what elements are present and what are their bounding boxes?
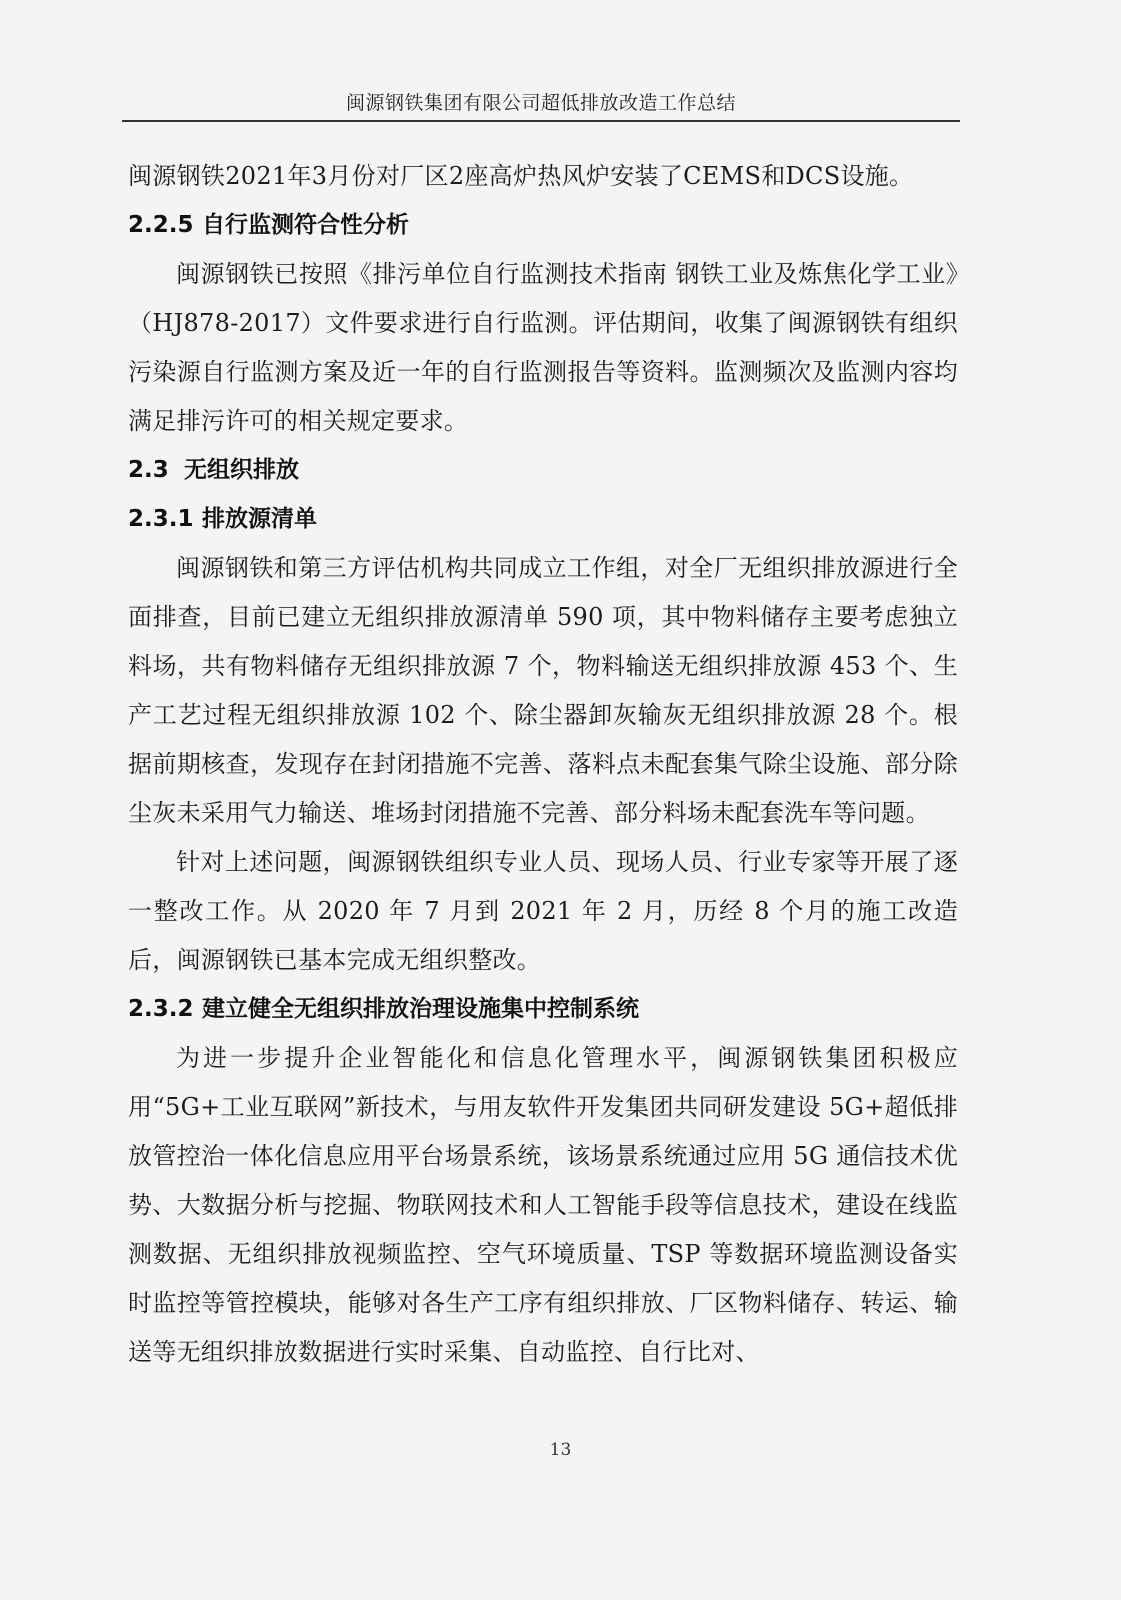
paragraph-rectification: 针对上述问题，闽源钢铁组织专业人员、现场人员、行业专家等开展了逐一整改工作。从 2020 年 7 月到 2021 年 2 月，历经 8 个月的施工改造后，闽源钢铁已基本完成无组织整改。 bbox=[128, 848, 958, 974]
section-heading-2-3-1 bbox=[128, 495, 958, 544]
section-title: 无组织排放 bbox=[184, 457, 299, 483]
section-heading-2-3-2 bbox=[128, 985, 958, 1034]
page-header-title: 闽源钢铁集团有限公司超低排放改造工作总结 bbox=[345, 92, 736, 114]
paragraph-emission-source-list: 闽源钢铁和第三方评估机构共同成立工作组，对全厂无组织排放源进行全面排查，目前已建立无组织排放源清单 590 项，其中物料储存主要考虑独立料场，共有物料储存无组织排放源 7 个，物料输送无组织排放源 453 个、生产工艺过程无组织排放源 102 个、除尘器卸灰输灰无组织排放源 28 个。根据前期核查，发现存在封闭措施不完善、落料点未配套集气除尘设施、部分除尘灰未采用气力输送、堆场封闭措施不完善、部分料场未配套洗车等问题。 bbox=[128, 554, 958, 827]
section-title: 自行监测符合性分析 bbox=[202, 212, 409, 238]
paragraph-self-monitoring: 闽源钢铁已按照《排污单位自行监测技术指南 钢铁工业及炼焦化学工业》（HJ878-2017）文件要求进行自行监测。评估期间，收集了闽源钢铁有组织污染源自行监测方案及近一年的自行监测报告等资料。监测频次及监测内容均满足排污许可的相关规定要求。 bbox=[128, 260, 958, 435]
section-heading-2-2-5 bbox=[128, 201, 958, 250]
page-number: 13 bbox=[549, 1440, 572, 1460]
section-number: 2.2.5 bbox=[128, 212, 194, 238]
section-title: 建立健全无组织排放治理设施集中控制系统 bbox=[202, 996, 639, 1022]
paragraph-5g-platform: 为进一步提升企业智能化和信息化管理水平，闽源钢铁集团积极应用“5G+工业互联网”新技术，与用友软件开发集团共同研发建设 5G+超低排放管控治一体化信息应用平台场景系统，该场景系统通过应用 5G 通信技术优势、大数据分析与挖掘、物联网技术和人工智能手段等信息技术，建设在线监测数据、无组织排放视频监控、空气环境质量、TSP 等数据环境监测设备实时监控等管控模块，能够对各生产工序有组织排放、厂区物料储存、转运、输送等无组织排放数据进行实时采集、自动监控、自行比对、 bbox=[128, 1044, 958, 1366]
section-heading-2-3 bbox=[128, 446, 958, 495]
header-divider bbox=[122, 120, 960, 122]
section-number: 2.3.1 bbox=[128, 506, 194, 532]
section-number: 2.3 bbox=[128, 457, 169, 483]
page-body bbox=[128, 152, 958, 1377]
section-title: 排放源清单 bbox=[202, 506, 317, 532]
section-number: 2.3.2 bbox=[128, 996, 194, 1022]
paragraph-cems-dcs: 闽源钢铁2021年3月份对厂区2座高炉热风炉安装了CEMS和DCS设施。 bbox=[128, 162, 914, 190]
